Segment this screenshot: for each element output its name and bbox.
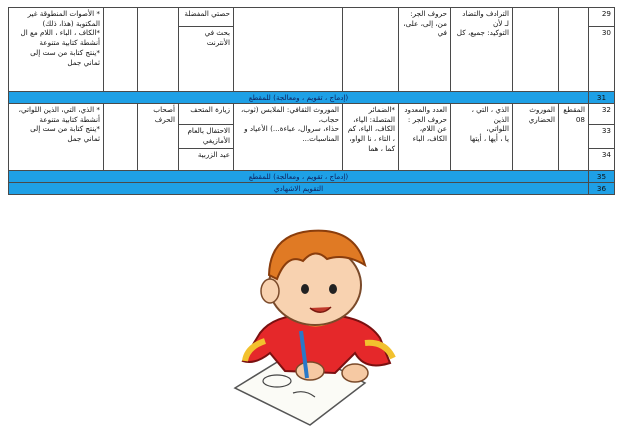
row-number: 31 [589,92,615,104]
left-hand [296,362,324,380]
pronouns-cell [343,8,399,92]
row-number: 32 [589,104,615,125]
activity-cell: بحث في الأنترنت [179,27,234,92]
cell-line: * الذي، التي، الذين اللواتي، [18,105,100,114]
activity-cell: زيارة المتحف [179,104,234,125]
cell-line: *ينتج كتابة من ست إلى [30,124,100,134]
band-label: (إدماج ، تقويم ، ومعالجة) للمقطع [9,92,589,104]
eye [329,284,337,294]
theme-cell [513,8,559,92]
table-row-band [9,183,615,195]
ear [261,279,279,303]
table-row [9,8,615,27]
row-number: 35 [589,171,615,183]
cell-line: الذي ، التي ، الذين [471,105,509,124]
cell-line: حذاء، سروال، عباءة...) الأعياد و [244,124,339,134]
cell-line: لـ لأن [493,18,509,28]
cell-line: حروف الجر : [407,114,447,124]
cell-line: *الضمائر [368,105,395,114]
row-number: 30 [589,27,615,92]
empty-cell [104,8,138,92]
cell-line: من، إلى، على، في [403,18,447,38]
syntax-cell [451,8,513,92]
writing-cell [9,8,104,92]
cell-line: ، التاء ، نا الواو، [349,134,395,144]
table-row-band [9,92,615,104]
cell-line: أنشطة كتابية متنوعة [39,38,100,48]
cell-line: ثماني جمل [67,134,100,144]
cell-line: الأمازيغي [202,135,230,145]
row-number: 33 [589,125,615,149]
cell-line: أنشطة كتابية متنوعة [39,114,100,124]
syntax-cell [451,104,513,171]
project-cell [138,8,179,92]
cell-line: الكاف، الباء [412,134,447,144]
cell-line: التوكيد: جميع، كل [456,28,509,38]
writing-cell [9,104,104,171]
cell-line: الترادف والتضاد [462,9,509,18]
cell-line: الكاف، الياء، كم [347,124,395,134]
unit-cell: المقطع 08 [559,104,589,171]
table-row-band [9,171,615,183]
row-number: 36 [589,183,615,195]
cell-line: عن اللام، [419,124,447,134]
cell-line: ثماني جمل [67,57,100,67]
content-cell [234,104,343,171]
project-cell [138,104,179,171]
cell-line: الحرف [154,114,175,124]
cell-line: المتصلة: الياء، [353,114,395,124]
right-hand [342,364,368,382]
activity-cell: عيد الزربية [179,149,234,171]
table-row [9,104,615,125]
cell-line: *الكاف ، الباء ، اللام مع ال [20,28,100,38]
row-number: 29 [589,8,615,27]
grammar-cell [399,104,451,171]
band-label: (إدماج ، تقويم ، ومعالجة) للمقطع [9,171,589,183]
empty-cell [104,104,138,171]
grammar-cell [399,8,451,92]
unit-cell [559,8,589,92]
boy-writing-illustration [215,213,415,428]
cell-line: أصحاب [153,105,175,114]
theme-cell: الموروث الحضاري [513,104,559,171]
cell-line: المكتوبة (هذا، ذلك) [42,18,100,28]
band-label: التقويم الاشهادي [9,183,589,195]
cell-line: الموروث الثقافي: الملابس (ثوب، حجاب، [240,105,339,124]
activity-cell: حصتي المفضلة [179,8,234,27]
pronouns-cell [343,104,399,171]
cell-line: العدد والمعدود [404,105,447,114]
cell-line: حروف الجر: [410,9,447,18]
cell-line: *ينتج كتابة من ست إلى [30,47,100,57]
cell-line: الاحتفال بالعام [187,126,230,135]
eye [301,284,309,294]
lesson-plan-table [8,7,615,195]
cell-line: يا ، أيها ، أيتها [469,134,509,144]
cell-line: * الأصوات المنطوقة غير [27,9,100,18]
cell-line: اللواتي، [486,124,509,134]
row-number: 34 [589,149,615,171]
content-cell [234,8,343,92]
activity-cell [179,125,234,149]
cell-line: كما ، هما [368,143,395,153]
cell-line: المناسبات... [302,134,339,144]
